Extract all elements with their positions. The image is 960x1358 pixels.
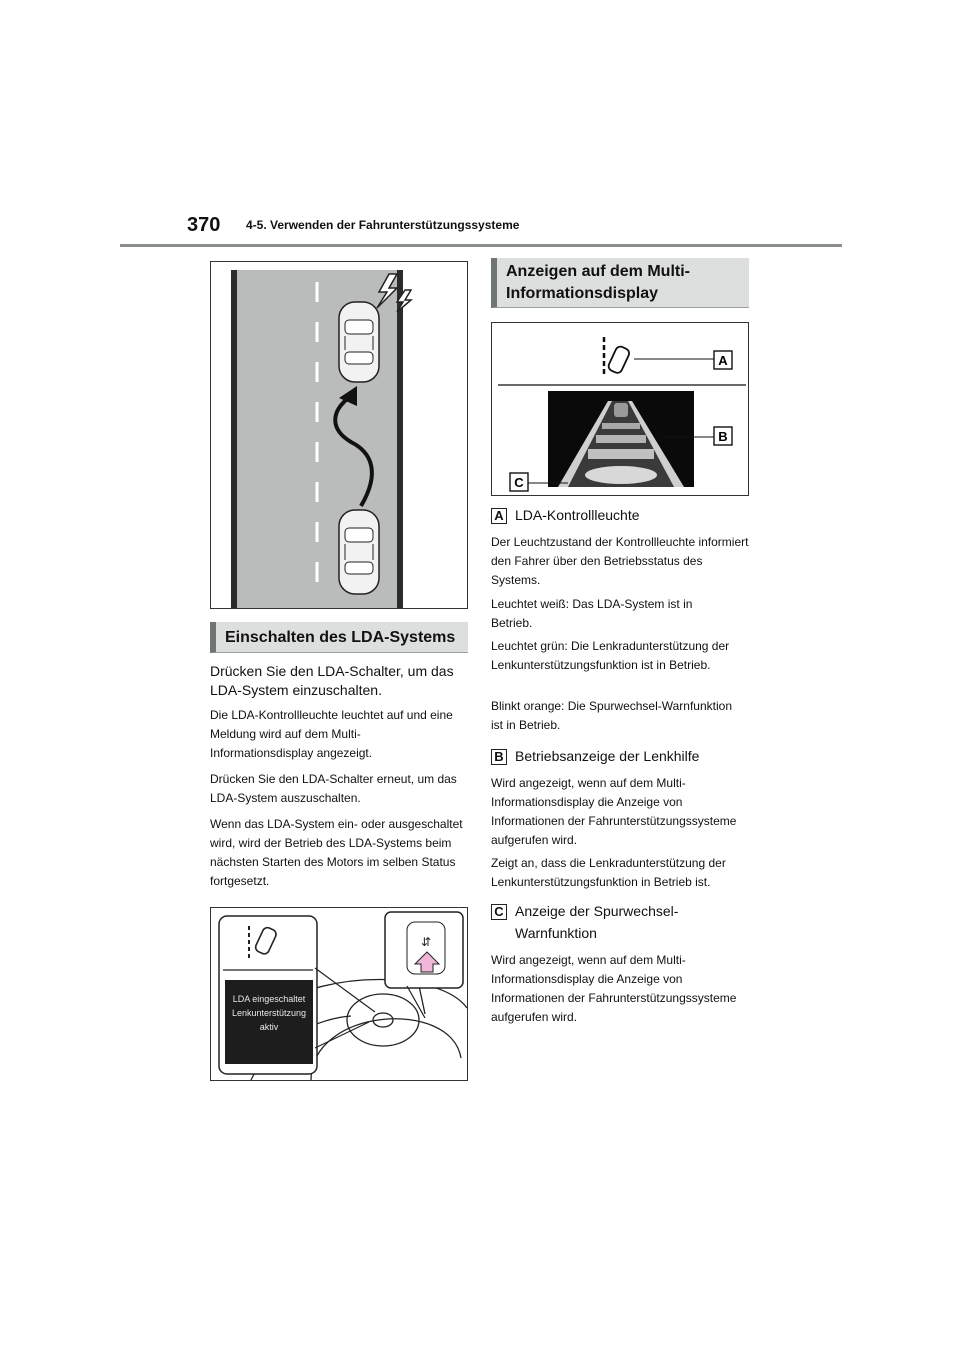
section-title-displays: Anzeigen auf dem Multi-Informationsdisplay [491, 258, 749, 308]
header-rule [120, 244, 842, 247]
item-a-paragraph-3: Leuchtet grün: Die Lenkradunterstützung der Lenkunterstützungsfunktion ist in Betrieb. [491, 639, 730, 672]
road-edge-left [231, 270, 237, 608]
figure-label-c: C [514, 475, 524, 490]
item-a-heading [491, 508, 749, 526]
item-a-paragraph-4: Blinkt orange: Die Spurwechsel-Warnfunktion ist in Betrieb. [491, 699, 733, 732]
item-b-key: B [491, 749, 507, 765]
display-message-line-2: Lenkunterstützung [231, 1008, 307, 1018]
item-c-paragraph-1: Wird angezeigt, wenn auf dem Multi-Informationsdisplay die Anzeige von Informationen der Fahrunterstützungssysteme aufgerufen wird. [491, 953, 737, 1024]
figure-label-b: B [718, 429, 728, 444]
display-message-line-3: aktiv [259, 1022, 279, 1032]
lda-indicator-icon [607, 345, 631, 374]
running-head: 4-5. Verwenden der Fahrunterstützungssysteme [246, 218, 520, 232]
lane-guidance-screen [548, 391, 694, 487]
item-c-heading [491, 904, 749, 944]
item-c-title: Anzeige der Spurwechsel-Warnfunktion [515, 903, 679, 941]
activation-lead: Drücken Sie den LDA-Schalter, um das LDA-System einzuschalten. [210, 663, 454, 698]
item-a-key: A [491, 508, 507, 524]
activation-paragraph-2: Drücken Sie den LDA-Schalter erneut, um das LDA-System auszuschalten. [210, 772, 457, 805]
item-b-heading [491, 749, 749, 767]
inset-connector-line [315, 968, 375, 1012]
lane-departure-illustration [210, 261, 468, 609]
page-number: 370 [187, 214, 221, 236]
item-b-title: Betriebsanzeige der Lenkhilfe [515, 748, 700, 764]
item-c-key: C [491, 904, 507, 920]
display-message-line-1: LDA eingeschaltet [232, 994, 306, 1004]
item-a-paragraph-1: Der Leuchtzustand der Kontrollleuchte informiert den Fahrer über den Betriebsstatus des Systems. [491, 535, 749, 587]
item-a-paragraph-2: Leuchtet weiß: Das LDA-System ist in Betrieb. [491, 597, 693, 630]
car-bottom-icon [339, 510, 379, 594]
car-top-icon [339, 302, 379, 382]
item-b-paragraph-2: Zeigt an, dass die Lenkradunterstützung der Lenkunterstützungsfunktion in Betrieb ist. [491, 856, 726, 889]
item-a-title: LDA-Kontrollleuchte [515, 507, 640, 523]
lda-switch-illustration [210, 907, 468, 1081]
activation-paragraph-1: Die LDA-Kontrollleuchte leuchtet auf und eine Meldung wird auf dem Multi-Informationsdisplay angezeigt. [210, 708, 453, 760]
road-edge-right [397, 270, 403, 608]
activation-paragraph-3: Wenn das LDA-System ein- oder ausgeschaltet wird, wird der Betrieb des LDA-Systems beim nächsten Starten des Motors im selben Status fortgesetzt. [210, 817, 463, 888]
section-title-activation: Einschalten des LDA-Systems [210, 622, 468, 653]
figure-label-a: A [718, 353, 728, 368]
item-b-paragraph-1: Wird angezeigt, wenn auf dem Multi-Informationsdisplay die Anzeige von Informationen der Fahrunterstützungssysteme aufgerufen wird. [491, 776, 737, 847]
lda-switch-icon: ⇵ [420, 935, 432, 949]
lda-switch-inset [385, 912, 463, 988]
mid-display-illustration [491, 322, 749, 496]
